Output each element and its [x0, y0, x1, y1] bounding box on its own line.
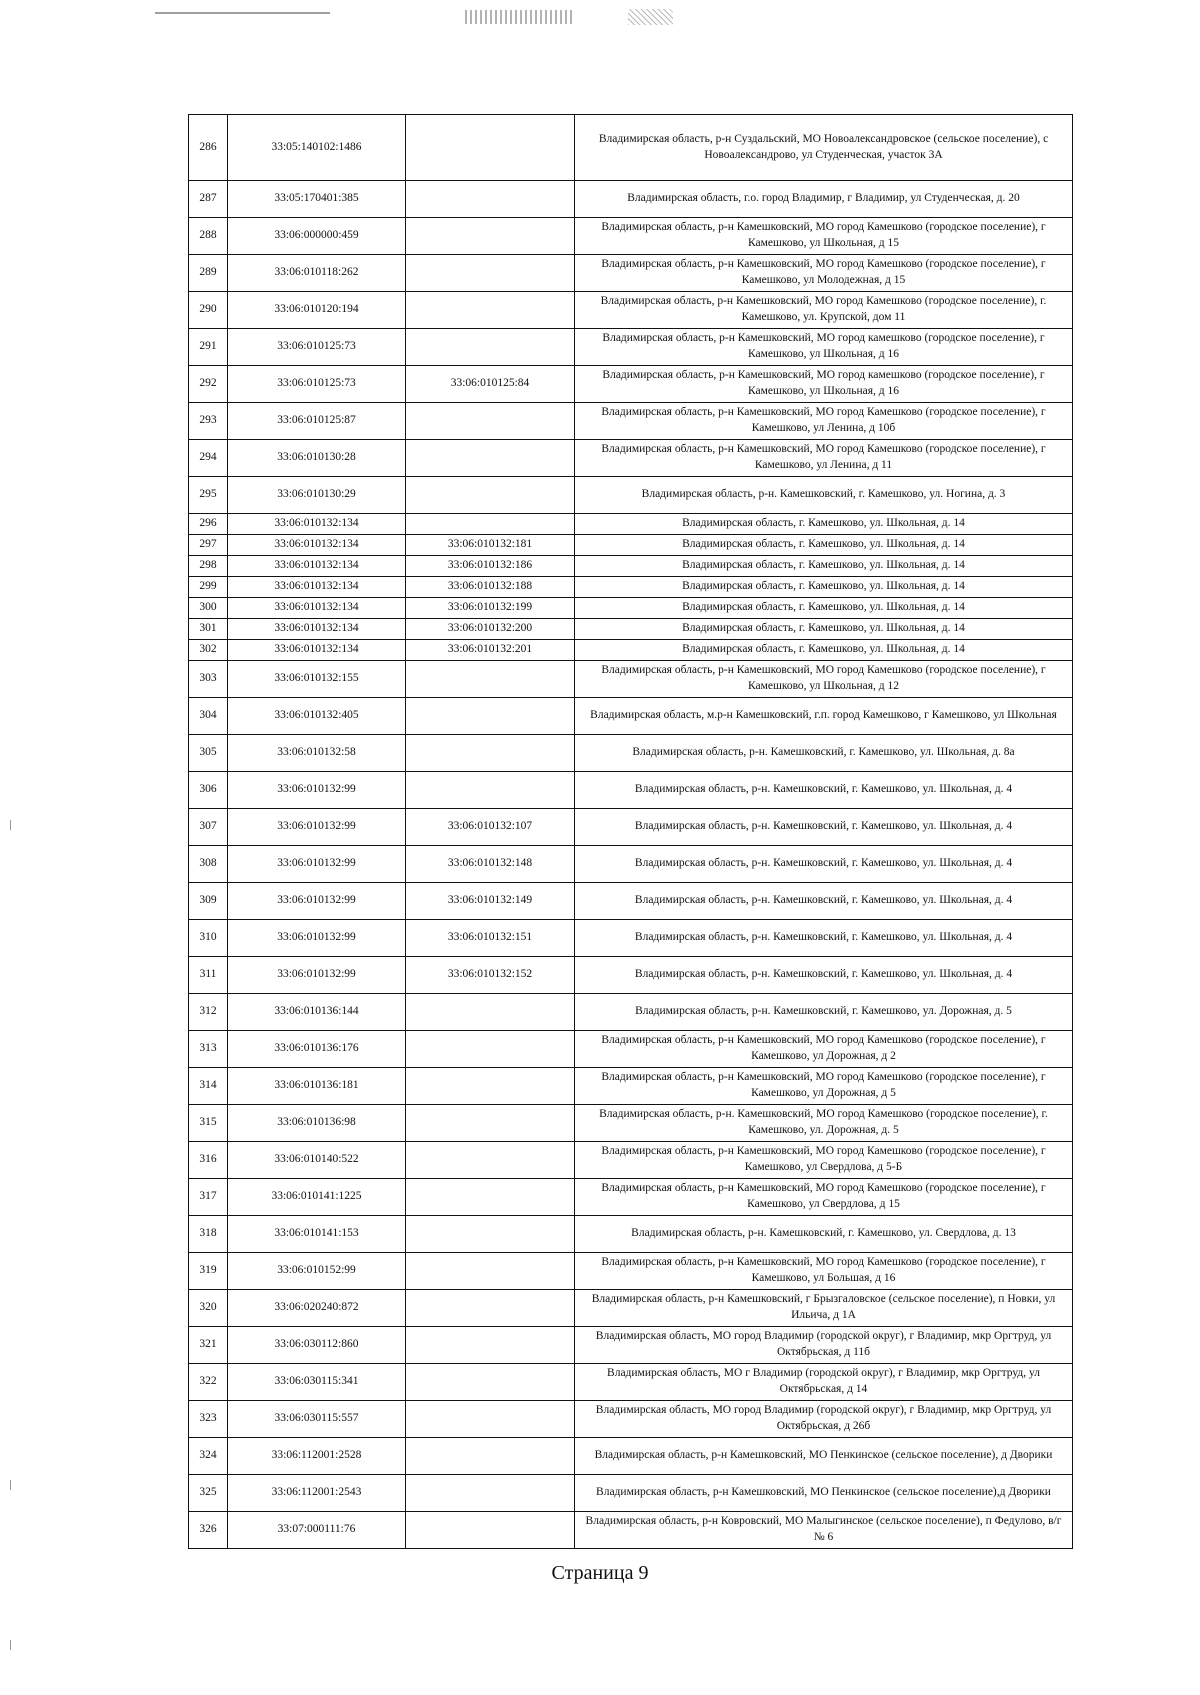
row-number-cell: 290 [189, 292, 228, 329]
cadastral-number-cell: 33:06:010132:99 [228, 920, 406, 957]
row-number-cell: 289 [189, 255, 228, 292]
table-row [189, 292, 1073, 329]
cadastral-number-cell: 33:06:010136:181 [228, 1068, 406, 1105]
secondary-cadastral-cell: 33:06:010132:149 [406, 883, 575, 920]
row-number-cell: 303 [189, 661, 228, 698]
row-number-cell: 301 [189, 619, 228, 640]
table-row [189, 1216, 1073, 1253]
address-cell: Владимирская область, г.о. город Владимир, г Владимир, ул Студенческая, д. 20 [575, 181, 1073, 218]
secondary-cadastral-cell [406, 181, 575, 218]
address-cell: Владимирская область, р-н Камешковский, МО город Камешково (городское поселение), г. Камешково, ул. Крупской, дом 11 [575, 292, 1073, 329]
address-cell: Владимирская область, р-н Камешковский, МО город Камешково (городское поселение), г Камешково, ул Свердлова, д 15 [575, 1179, 1073, 1216]
secondary-cadastral-cell [406, 1216, 575, 1253]
address-cell: Владимирская область, г. Камешково, ул. Школьная, д. 14 [575, 577, 1073, 598]
cadastral-number-cell: 33:06:030112:860 [228, 1327, 406, 1364]
cadastral-number-cell: 33:06:010132:134 [228, 556, 406, 577]
cadastral-number-cell: 33:06:010132:99 [228, 772, 406, 809]
secondary-cadastral-cell [406, 1438, 575, 1475]
cadastral-table [188, 114, 1073, 1549]
secondary-cadastral-cell: 33:06:010132:199 [406, 598, 575, 619]
secondary-cadastral-cell [406, 1512, 575, 1549]
scan-artifact-dot [10, 820, 11, 830]
cadastral-number-cell: 33:05:170401:385 [228, 181, 406, 218]
table-row [189, 181, 1073, 218]
table-row [189, 1401, 1073, 1438]
address-cell: Владимирская область, г. Камешково, ул. Школьная, д. 14 [575, 598, 1073, 619]
address-cell: Владимирская область, г. Камешково, ул. Школьная, д. 14 [575, 619, 1073, 640]
address-cell: Владимирская область, р-н. Камешковский, г. Камешково, ул. Школьная, д. 4 [575, 883, 1073, 920]
table-row [189, 255, 1073, 292]
cadastral-number-cell: 33:06:010132:99 [228, 846, 406, 883]
table-row [189, 994, 1073, 1031]
row-number-cell: 292 [189, 366, 228, 403]
address-cell: Владимирская область, р-н. Камешковский, г. Камешково, ул. Свердлова, д. 13 [575, 1216, 1073, 1253]
cadastral-number-cell: 33:06:030115:557 [228, 1401, 406, 1438]
address-cell: Владимирская область, р-н Камешковский, МО город Камешково (городское поселение), г Камешково, ул Ленина, д 11 [575, 440, 1073, 477]
cadastral-number-cell: 33:06:010136:144 [228, 994, 406, 1031]
scan-artifact-dot [10, 1480, 11, 1490]
address-cell: Владимирская область, г. Камешково, ул. Школьная, д. 14 [575, 640, 1073, 661]
secondary-cadastral-cell: 33:06:010132:152 [406, 957, 575, 994]
address-cell: Владимирская область, г. Камешково, ул. Школьная, д. 14 [575, 535, 1073, 556]
cadastral-number-cell: 33:06:020240:872 [228, 1290, 406, 1327]
secondary-cadastral-cell [406, 1031, 575, 1068]
row-number-cell: 315 [189, 1105, 228, 1142]
table-row [189, 661, 1073, 698]
address-cell: Владимирская область, г. Камешково, ул. Школьная, д. 14 [575, 556, 1073, 577]
address-cell: Владимирская область, р-н Камешковский, МО город Камешково (городское поселение), г Камешково, ул Ленина, д 10б [575, 403, 1073, 440]
secondary-cadastral-cell [406, 1364, 575, 1401]
address-cell: Владимирская область, р-н. Камешковский, г. Камешково, ул. Школьная, д. 4 [575, 957, 1073, 994]
cadastral-number-cell: 33:06:010136:176 [228, 1031, 406, 1068]
table-row [189, 772, 1073, 809]
cadastral-number-cell: 33:06:010132:405 [228, 698, 406, 735]
table-row [189, 883, 1073, 920]
secondary-cadastral-cell [406, 514, 575, 535]
row-number-cell: 313 [189, 1031, 228, 1068]
cadastral-number-cell: 33:06:010132:134 [228, 535, 406, 556]
row-number-cell: 287 [189, 181, 228, 218]
table-row [189, 403, 1073, 440]
address-cell: Владимирская область, р-н Камешковский, МО город Камешково (городское поселение), г Камешково, ул Дорожная, д 2 [575, 1031, 1073, 1068]
address-cell: Владимирская область, р-н. Камешковский, г. Камешково, ул. Школьная, д. 4 [575, 846, 1073, 883]
secondary-cadastral-cell: 33:06:010125:84 [406, 366, 575, 403]
row-number-cell: 288 [189, 218, 228, 255]
row-number-cell: 300 [189, 598, 228, 619]
row-number-cell: 286 [189, 115, 228, 181]
address-cell: Владимирская область, г. Камешково, ул. Школьная, д. 14 [575, 514, 1073, 535]
secondary-cadastral-cell [406, 440, 575, 477]
secondary-cadastral-cell [406, 477, 575, 514]
secondary-cadastral-cell [406, 772, 575, 809]
row-number-cell: 294 [189, 440, 228, 477]
address-cell: Владимирская область, р-н Камешковский, г Брызгаловское (сельское поселение), п Новки, ул Ильича, д 1А [575, 1290, 1073, 1327]
secondary-cadastral-cell [406, 1327, 575, 1364]
row-number-cell: 310 [189, 920, 228, 957]
table-row [189, 577, 1073, 598]
table-row [189, 556, 1073, 577]
row-number-cell: 324 [189, 1438, 228, 1475]
address-cell: Владимирская область, р-н Камешковский, МО город Камешково (городское поселение), г Камешково, ул Школьная, д 15 [575, 218, 1073, 255]
secondary-cadastral-cell [406, 292, 575, 329]
address-cell: Владимирская область, р-н Суздальский, МО Новоалександровское (сельское поселение), с Новоалександрово, ул Студенческая, участок 3А [575, 115, 1073, 181]
cadastral-number-cell: 33:06:010141:1225 [228, 1179, 406, 1216]
cadastral-number-cell: 33:05:140102:1486 [228, 115, 406, 181]
scan-artifact-dot [10, 1640, 11, 1650]
cadastral-number-cell: 33:06:010120:194 [228, 292, 406, 329]
cadastral-number-cell: 33:07:000111:76 [228, 1512, 406, 1549]
row-number-cell: 317 [189, 1179, 228, 1216]
secondary-cadastral-cell [406, 1475, 575, 1512]
secondary-cadastral-cell: 33:06:010132:107 [406, 809, 575, 846]
row-number-cell: 306 [189, 772, 228, 809]
address-cell: Владимирская область, р-н Камешковский, МО город Камешково (городское поселение), г Камешково, ул Свердлова, д 5-Б [575, 1142, 1073, 1179]
secondary-cadastral-cell: 33:06:010132:181 [406, 535, 575, 556]
table-row [189, 115, 1073, 181]
cadastral-number-cell: 33:06:010140:522 [228, 1142, 406, 1179]
table-row [189, 1068, 1073, 1105]
address-cell: Владимирская область, МО город Владимир (городской округ), г Владимир, мкр Оргтруд, ул Октябрьская, д 11б [575, 1327, 1073, 1364]
table-row [189, 218, 1073, 255]
cadastral-number-cell: 33:06:000000:459 [228, 218, 406, 255]
address-cell: Владимирская область, р-н. Камешковский, г. Камешково, ул. Ногина, д. 3 [575, 477, 1073, 514]
row-number-cell: 325 [189, 1475, 228, 1512]
row-number-cell: 295 [189, 477, 228, 514]
cadastral-number-cell: 33:06:010132:99 [228, 809, 406, 846]
address-cell: Владимирская область, р-н Камешковский, МО Пенкинское (сельское поселение),д Дворики [575, 1475, 1073, 1512]
row-number-cell: 311 [189, 957, 228, 994]
cadastral-number-cell: 33:06:010132:134 [228, 640, 406, 661]
secondary-cadastral-cell [406, 329, 575, 366]
row-number-cell: 316 [189, 1142, 228, 1179]
secondary-cadastral-cell: 33:06:010132:151 [406, 920, 575, 957]
row-number-cell: 314 [189, 1068, 228, 1105]
cadastral-number-cell: 33:06:010118:262 [228, 255, 406, 292]
table-row [189, 1031, 1073, 1068]
secondary-cadastral-cell [406, 1290, 575, 1327]
row-number-cell: 307 [189, 809, 228, 846]
secondary-cadastral-cell: 33:06:010132:188 [406, 577, 575, 598]
table-row [189, 477, 1073, 514]
secondary-cadastral-cell [406, 1253, 575, 1290]
table-row [189, 735, 1073, 772]
secondary-cadastral-cell [406, 1068, 575, 1105]
cadastral-number-cell: 33:06:112001:2528 [228, 1438, 406, 1475]
secondary-cadastral-cell [406, 403, 575, 440]
address-cell: Владимирская область, МО г Владимир (городской округ), г Владимир, мкр Оргтруд, ул Октябрьская, д 14 [575, 1364, 1073, 1401]
cadastral-number-cell: 33:06:010125:87 [228, 403, 406, 440]
cadastral-number-cell: 33:06:112001:2543 [228, 1475, 406, 1512]
cadastral-number-cell: 33:06:030115:341 [228, 1364, 406, 1401]
secondary-cadastral-cell: 33:06:010132:201 [406, 640, 575, 661]
row-number-cell: 320 [189, 1290, 228, 1327]
row-number-cell: 304 [189, 698, 228, 735]
row-number-cell: 326 [189, 1512, 228, 1549]
table-row [189, 1105, 1073, 1142]
secondary-cadastral-cell [406, 735, 575, 772]
table-row [189, 1253, 1073, 1290]
table-row [189, 535, 1073, 556]
row-number-cell: 296 [189, 514, 228, 535]
table-row [189, 920, 1073, 957]
cadastral-number-cell: 33:06:010132:134 [228, 577, 406, 598]
address-cell: Владимирская область, м.р-н Камешковский, г.п. город Камешково, г Камешково, ул Школьная [575, 698, 1073, 735]
address-cell: Владимирская область, р-н. Камешковский, МО город Камешково (городское поселение), г. Камешково, ул. Дорожная, д. 5 [575, 1105, 1073, 1142]
secondary-cadastral-cell [406, 115, 575, 181]
row-number-cell: 319 [189, 1253, 228, 1290]
row-number-cell: 299 [189, 577, 228, 598]
table-row [189, 440, 1073, 477]
address-cell: Владимирская область, МО город Владимир (городской округ), г Владимир, мкр Оргтруд, ул Октябрьская, д 26б [575, 1401, 1073, 1438]
row-number-cell: 293 [189, 403, 228, 440]
cadastral-number-cell: 33:06:010132:134 [228, 598, 406, 619]
table-row [189, 514, 1073, 535]
secondary-cadastral-cell: 33:06:010132:148 [406, 846, 575, 883]
cadastral-number-cell: 33:06:010132:99 [228, 883, 406, 920]
cadastral-number-cell: 33:06:010141:153 [228, 1216, 406, 1253]
cadastral-number-cell: 33:06:010132:134 [228, 514, 406, 535]
address-cell: Владимирская область, р-н. Камешковский, г. Камешково, ул. Дорожная, д. 5 [575, 994, 1073, 1031]
row-number-cell: 291 [189, 329, 228, 366]
page-number: Страница 9 [551, 1562, 649, 1584]
cadastral-number-cell: 33:06:010136:98 [228, 1105, 406, 1142]
secondary-cadastral-cell [406, 661, 575, 698]
address-cell: Владимирская область, р-н Камешковский, МО Пенкинское (сельское поселение), д Дворики [575, 1438, 1073, 1475]
table-row [189, 1512, 1073, 1549]
address-cell: Владимирская область, р-н. Камешковский, г. Камешково, ул. Школьная, д. 4 [575, 809, 1073, 846]
cadastral-number-cell: 33:06:010132:99 [228, 957, 406, 994]
table-row [189, 1438, 1073, 1475]
cadastral-number-cell: 33:06:010125:73 [228, 329, 406, 366]
row-number-cell: 323 [189, 1401, 228, 1438]
table-row [189, 619, 1073, 640]
address-cell: Владимирская область, р-н. Камешковский, г. Камешково, ул. Школьная, д. 4 [575, 920, 1073, 957]
address-cell: Владимирская область, р-н Камешковский, МО город камешково (городское поселение), г Камешково, ул Школьная, д 16 [575, 366, 1073, 403]
row-number-cell: 321 [189, 1327, 228, 1364]
secondary-cadastral-cell [406, 1142, 575, 1179]
address-cell: Владимирская область, р-н Ковровский, МО Малыгинское (сельское поселение), п Федулово, в/г № 6 [575, 1512, 1073, 1549]
scan-artifact-speck [628, 9, 673, 25]
table-row [189, 329, 1073, 366]
secondary-cadastral-cell [406, 1105, 575, 1142]
address-cell: Владимирская область, р-н. Камешковский, г. Камешково, ул. Школьная, д. 8а [575, 735, 1073, 772]
row-number-cell: 318 [189, 1216, 228, 1253]
table-row [189, 1179, 1073, 1216]
secondary-cadastral-cell: 33:06:010132:186 [406, 556, 575, 577]
table-row [189, 809, 1073, 846]
cadastral-number-cell: 33:06:010152:99 [228, 1253, 406, 1290]
row-number-cell: 305 [189, 735, 228, 772]
table-row [189, 598, 1073, 619]
cadastral-number-cell: 33:06:010130:29 [228, 477, 406, 514]
secondary-cadastral-cell [406, 698, 575, 735]
address-cell: Владимирская область, р-н. Камешковский, г. Камешково, ул. Школьная, д. 4 [575, 772, 1073, 809]
scan-artifact-line [155, 12, 330, 14]
cadastral-number-cell: 33:06:010130:28 [228, 440, 406, 477]
scan-artifact-speck [465, 10, 575, 24]
address-cell: Владимирская область, р-н Камешковский, МО город камешково (городское поселение), г Камешково, ул Школьная, д 16 [575, 329, 1073, 366]
row-number-cell: 302 [189, 640, 228, 661]
secondary-cadastral-cell [406, 1401, 575, 1438]
table-row [189, 1327, 1073, 1364]
secondary-cadastral-cell [406, 218, 575, 255]
address-cell: Владимирская область, р-н Камешковский, МО город Камешково (городское поселение), г Камешково, ул Молодежная, д 15 [575, 255, 1073, 292]
address-cell: Владимирская область, р-н Камешковский, МО город Камешково (городское поселение), г Камешково, ул Дорожная, д 5 [575, 1068, 1073, 1105]
cadastral-number-cell: 33:06:010132:155 [228, 661, 406, 698]
row-number-cell: 309 [189, 883, 228, 920]
row-number-cell: 298 [189, 556, 228, 577]
cadastral-number-cell: 33:06:010132:134 [228, 619, 406, 640]
table-row [189, 698, 1073, 735]
cadastral-number-cell: 33:06:010132:58 [228, 735, 406, 772]
row-number-cell: 297 [189, 535, 228, 556]
table-row [189, 1364, 1073, 1401]
address-cell: Владимирская область, р-н Камешковский, МО город Камешково (городское поселение), г Камешково, ул Школьная, д 12 [575, 661, 1073, 698]
table-row [189, 1475, 1073, 1512]
secondary-cadastral-cell [406, 994, 575, 1031]
secondary-cadastral-cell: 33:06:010132:200 [406, 619, 575, 640]
row-number-cell: 322 [189, 1364, 228, 1401]
secondary-cadastral-cell [406, 1179, 575, 1216]
row-number-cell: 308 [189, 846, 228, 883]
table-row [189, 846, 1073, 883]
row-number-cell: 312 [189, 994, 228, 1031]
table-row [189, 640, 1073, 661]
table-row [189, 957, 1073, 994]
secondary-cadastral-cell [406, 255, 575, 292]
address-cell: Владимирская область, р-н Камешковский, МО город Камешково (городское поселение), г Камешково, ул Большая, д 16 [575, 1253, 1073, 1290]
table-row [189, 366, 1073, 403]
table-row [189, 1142, 1073, 1179]
table-row [189, 1290, 1073, 1327]
cadastral-number-cell: 33:06:010125:73 [228, 366, 406, 403]
